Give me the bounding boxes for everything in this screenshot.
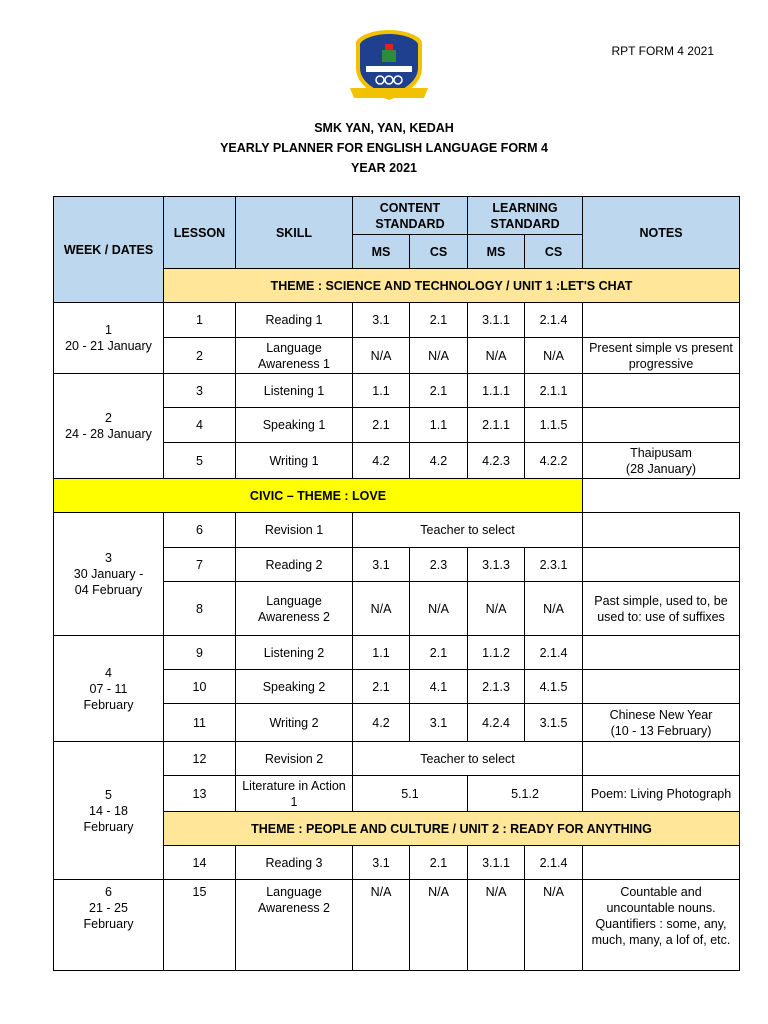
learning-ms-cell: 3.1.1 xyxy=(468,846,525,880)
content-ms-cell: 2.1 xyxy=(353,408,410,443)
learning-cs-cell: 4.1.5 xyxy=(525,670,583,704)
skill-cell: Language Awareness 2 xyxy=(236,880,353,971)
learning-cs-cell: 2.1.4 xyxy=(525,636,583,670)
content-ms-cell: 3.1 xyxy=(353,548,410,582)
week-cell: 5 14 - 18 February xyxy=(54,742,164,880)
skill-cell: Revision 2 xyxy=(236,742,353,776)
notes-cell xyxy=(583,548,740,582)
skill-cell: Listening 1 xyxy=(236,374,353,408)
learning-cs-cell: N/A xyxy=(525,582,583,636)
learning-cs-cell: 1.1.5 xyxy=(525,408,583,443)
learning-ms-cell: 3.1.3 xyxy=(468,548,525,582)
learning-ms-cell: 2.1.3 xyxy=(468,670,525,704)
skill-cell: Literature in Action 1 xyxy=(236,776,353,812)
learning-ms-cell: 3.1.1 xyxy=(468,303,525,338)
school-name: SMK YAN, YAN, KEDAH xyxy=(314,121,454,135)
lesson-cell: 3 xyxy=(164,374,236,408)
content-standard-merged-cell: 5.1 xyxy=(353,776,468,812)
header-learning-cs: CS xyxy=(525,235,583,269)
lesson-cell: 15 xyxy=(164,880,236,971)
content-ms-cell: N/A xyxy=(353,338,410,374)
learning-ms-cell: 2.1.1 xyxy=(468,408,525,443)
learning-ms-cell: 4.2.3 xyxy=(468,443,525,479)
skill-cell: Revision 1 xyxy=(236,513,353,548)
lesson-cell: 12 xyxy=(164,742,236,776)
skill-cell: Speaking 2 xyxy=(236,670,353,704)
content-ms-cell: 1.1 xyxy=(353,636,410,670)
notes-cell xyxy=(583,670,740,704)
table-row xyxy=(54,513,740,548)
content-ms-cell: 4.2 xyxy=(353,704,410,742)
learning-ms-cell: N/A xyxy=(468,582,525,636)
skill-cell: Writing 1 xyxy=(236,443,353,479)
lesson-cell: 5 xyxy=(164,443,236,479)
learning-cs-cell: 2.1.4 xyxy=(525,846,583,880)
lesson-cell: 9 xyxy=(164,636,236,670)
week-cell: 2 24 - 28 January xyxy=(54,374,164,479)
document-label: RPT FORM 4 2021 xyxy=(611,44,714,58)
lesson-cell: 7 xyxy=(164,548,236,582)
content-ms-cell: 4.2 xyxy=(353,443,410,479)
learning-standard-merged-cell: 5.1.2 xyxy=(468,776,583,812)
skill-cell: Reading 3 xyxy=(236,846,353,880)
content-cs-cell: 2.1 xyxy=(410,636,468,670)
yearly-planner-table xyxy=(53,196,740,971)
lesson-cell: 11 xyxy=(164,704,236,742)
header-notes: NOTES xyxy=(583,197,740,269)
content-cs-cell: N/A xyxy=(410,338,468,374)
content-ms-cell: 3.1 xyxy=(353,846,410,880)
teacher-select-cell: Teacher to select xyxy=(353,513,583,548)
learning-ms-cell: 1.1.1 xyxy=(468,374,525,408)
week-cell: 1 20 - 21 January xyxy=(54,303,164,374)
content-cs-cell: 4.2 xyxy=(410,443,468,479)
learning-ms-cell: 4.2.4 xyxy=(468,704,525,742)
lesson-cell: 6 xyxy=(164,513,236,548)
table-row xyxy=(54,303,740,338)
planner-year: YEAR 2021 xyxy=(350,161,417,175)
notes-cell xyxy=(583,408,740,443)
learning-cs-cell: 3.1.5 xyxy=(525,704,583,742)
content-cs-cell: 2.1 xyxy=(410,303,468,338)
learning-cs-cell: 2.1.4 xyxy=(525,303,583,338)
content-ms-cell: 2.1 xyxy=(353,670,410,704)
notes-cell xyxy=(583,303,740,338)
content-cs-cell: 1.1 xyxy=(410,408,468,443)
header-week: WEEK / DATES xyxy=(54,197,164,303)
week-cell: 4 07 - 11 February xyxy=(54,636,164,742)
lesson-cell: 2 xyxy=(164,338,236,374)
learning-cs-cell: N/A xyxy=(525,338,583,374)
table-row xyxy=(54,636,740,670)
table-row xyxy=(54,880,740,971)
week-cell: 6 21 - 25 February xyxy=(54,880,164,971)
content-cs-cell: 2.3 xyxy=(410,548,468,582)
notes-cell: Poem: Living Photograph xyxy=(583,776,740,812)
content-ms-cell: N/A xyxy=(353,880,410,971)
content-ms-cell: 3.1 xyxy=(353,303,410,338)
week-cell: 3 30 January - 04 February xyxy=(54,513,164,636)
learning-ms-cell: 1.1.2 xyxy=(468,636,525,670)
teacher-select-cell: Teacher to select xyxy=(353,742,583,776)
content-cs-cell: N/A xyxy=(410,880,468,971)
skill-cell: Language Awareness 1 xyxy=(236,338,353,374)
theme-row: THEME : SCIENCE AND TECHNOLOGY / UNIT 1 :LET'S CHAT xyxy=(164,269,740,303)
skill-cell: Speaking 1 xyxy=(236,408,353,443)
lesson-cell: 1 xyxy=(164,303,236,338)
lesson-cell: 14 xyxy=(164,846,236,880)
notes-cell: Past simple, used to, be used to: use of suffixes xyxy=(583,582,740,636)
lesson-cell: 8 xyxy=(164,582,236,636)
skill-cell: Language Awareness 2 xyxy=(236,582,353,636)
document-titles xyxy=(0,118,768,178)
lesson-cell: 4 xyxy=(164,408,236,443)
notes-cell xyxy=(583,742,740,776)
table-row xyxy=(54,742,740,776)
notes-cell: Chinese New Year (10 - 13 February) xyxy=(583,704,740,742)
notes-cell xyxy=(583,374,740,408)
content-ms-cell: N/A xyxy=(353,582,410,636)
table-row xyxy=(54,374,740,408)
learning-cs-cell: 2.1.1 xyxy=(525,374,583,408)
notes-cell xyxy=(583,513,740,548)
header-content-ms: MS xyxy=(353,235,410,269)
learning-cs-cell: 4.2.2 xyxy=(525,443,583,479)
lesson-cell: 10 xyxy=(164,670,236,704)
learning-cs-cell: 2.3.1 xyxy=(525,548,583,582)
header-learning-standard: LEARNING STANDARD xyxy=(468,197,583,235)
notes-cell: Thaipusam (28 January) xyxy=(583,443,740,479)
skill-cell: Listening 2 xyxy=(236,636,353,670)
notes-cell xyxy=(583,636,740,670)
content-ms-cell: 1.1 xyxy=(353,374,410,408)
theme-row: CIVIC – THEME : LOVE xyxy=(54,479,583,513)
content-cs-cell: 3.1 xyxy=(410,704,468,742)
header-content-standard: CONTENT STANDARD xyxy=(353,197,468,235)
school-crest-logo xyxy=(346,28,432,108)
header-learning-ms: MS xyxy=(468,235,525,269)
learning-ms-cell: N/A xyxy=(468,338,525,374)
theme-row: THEME : PEOPLE AND CULTURE / UNIT 2 : READY FOR ANYTHING xyxy=(164,812,740,846)
lesson-cell: 13 xyxy=(164,776,236,812)
learning-ms-cell: N/A xyxy=(468,880,525,971)
header-skill: SKILL xyxy=(236,197,353,269)
skill-cell: Reading 2 xyxy=(236,548,353,582)
notes-cell: Countable and uncountable nouns. Quantifiers : some, any, much, many, a lof of, etc. xyxy=(583,880,740,971)
learning-cs-cell: N/A xyxy=(525,880,583,971)
header-content-cs: CS xyxy=(410,235,468,269)
content-cs-cell: 2.1 xyxy=(410,846,468,880)
planner-title: YEARLY PLANNER FOR ENGLISH LANGUAGE FORM 4 xyxy=(220,141,548,155)
content-cs-cell: 2.1 xyxy=(410,374,468,408)
skill-cell: Reading 1 xyxy=(236,303,353,338)
notes-cell xyxy=(583,846,740,880)
skill-cell: Writing 2 xyxy=(236,704,353,742)
header-lesson: LESSON xyxy=(164,197,236,269)
content-cs-cell: 4.1 xyxy=(410,670,468,704)
notes-cell: Present simple vs present progressive xyxy=(583,338,740,374)
content-cs-cell: N/A xyxy=(410,582,468,636)
